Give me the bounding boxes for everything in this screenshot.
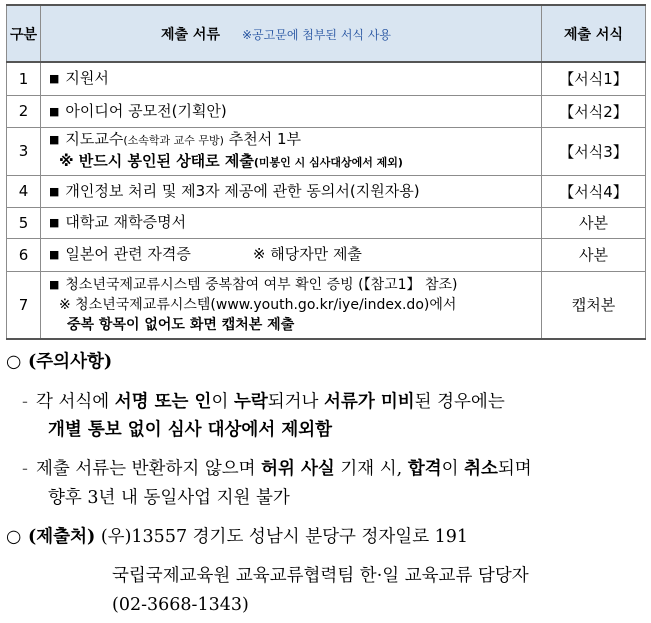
square-bullet-icon: ■ bbox=[49, 184, 60, 198]
seal-note: ※ 반드시 봉인된 상태로 제출 bbox=[59, 152, 254, 170]
row-form: 사본 bbox=[542, 207, 646, 238]
circle-bullet-icon: ○ bbox=[6, 352, 22, 372]
row-number: 2 bbox=[7, 95, 41, 127]
row-doc-name bbox=[41, 271, 542, 339]
table-row bbox=[7, 238, 646, 271]
row-number: 3 bbox=[7, 127, 41, 175]
dash-bullet: - bbox=[22, 392, 28, 412]
doc-name-text: 지도교수 bbox=[65, 130, 124, 148]
square-bullet-icon: ■ bbox=[49, 277, 60, 291]
row-number: 1 bbox=[7, 62, 41, 95]
header-docs-label: 제출 서류 bbox=[161, 26, 220, 43]
square-bullet-icon: ■ bbox=[49, 133, 60, 146]
table-row bbox=[7, 175, 646, 207]
doc-name-text: 개인정보 처리 및 제3자 제공에 관한 동의서(지원자용) bbox=[65, 181, 420, 200]
row-form: 【서식1】 bbox=[542, 62, 646, 95]
caution-text: 합격 bbox=[407, 459, 442, 479]
doc-name-text: 청소년국제교류시스템 중복참여 여부 확인 증빙 (【참고1】 참조) bbox=[65, 276, 458, 293]
row-form: 캡처본 bbox=[542, 271, 646, 339]
caution-text: 이 bbox=[441, 459, 465, 479]
doc-name-rest: 추천서 1부 bbox=[223, 130, 302, 148]
square-bullet-icon: ■ bbox=[49, 248, 60, 261]
submit-address: (우)13557 경기도 성남시 분당구 정자일로 191 bbox=[100, 527, 469, 547]
caution-text: 기재 시, bbox=[334, 459, 408, 479]
header-no: 구분 bbox=[7, 5, 41, 62]
caution-text: 각 서식에 bbox=[36, 392, 115, 412]
doc-name-text: 지원서 bbox=[65, 69, 109, 88]
square-bullet-icon: ■ bbox=[49, 72, 60, 86]
row-doc-name bbox=[41, 207, 542, 238]
square-bullet-icon: ■ bbox=[49, 104, 60, 118]
table-row bbox=[7, 207, 646, 238]
cautions-title: (주의사항) bbox=[28, 352, 113, 372]
table-row bbox=[7, 62, 646, 95]
table-header-row bbox=[7, 5, 646, 62]
caution-text: 허위 사실 bbox=[261, 459, 335, 479]
row-form: 【서식2】 bbox=[542, 95, 646, 127]
row-form: 【서식4】 bbox=[542, 175, 646, 207]
seal-note-small: (미봉인 시 심사대상에서 제외) bbox=[253, 156, 403, 169]
row-doc-name bbox=[41, 62, 542, 95]
caution-text: 된 경우에는 bbox=[414, 392, 505, 412]
row-form: 【서식3】 bbox=[542, 127, 646, 175]
row-doc-name bbox=[41, 95, 542, 127]
dash-bullet: - bbox=[22, 459, 28, 479]
caution-text: 서명 또는 인 bbox=[114, 392, 212, 412]
row-form: 사본 bbox=[542, 238, 646, 271]
doc-name-text: 아이디어 공모전(기획안) bbox=[65, 101, 227, 120]
table-row bbox=[7, 127, 646, 175]
submit-phone: (02-3668-1343) bbox=[112, 595, 249, 615]
doc-name-line3: 중복 항목이 없어도 화면 캡처본 제출 bbox=[67, 316, 295, 333]
table-row bbox=[7, 271, 646, 339]
caution-item-1-line2: 개별 통보 없이 심사 대상에서 제외함 bbox=[48, 420, 333, 440]
header-docs-note: ※공고문에 첨부된 서식 사용 bbox=[241, 27, 391, 42]
doc-name-note: ※ 해당자만 제출 bbox=[252, 245, 362, 263]
caution-text: 되며 bbox=[497, 459, 532, 479]
circle-bullet-icon: ○ bbox=[6, 527, 22, 547]
row-doc-name bbox=[41, 238, 542, 271]
caution-text: 서류가 미비 bbox=[324, 392, 415, 412]
caution-item-2-line2: 향후 3년 내 동일사업 지원 불가 bbox=[48, 488, 290, 508]
doc-name-line2: ※ 청소년국제교류시스템(www.youth.go.kr/iye/index.do)에서 bbox=[59, 296, 457, 313]
row-number: 4 bbox=[7, 175, 41, 207]
doc-name-text: 일본어 관련 자격증 bbox=[65, 245, 191, 263]
doc-name-small: (소속학과 교수 무방) bbox=[123, 134, 224, 147]
caution-text: 취소 bbox=[464, 459, 498, 479]
row-doc-name bbox=[41, 175, 542, 207]
caution-text: 이 bbox=[211, 392, 234, 412]
header-docs bbox=[41, 5, 542, 62]
row-doc-name bbox=[41, 127, 542, 175]
row-number: 5 bbox=[7, 207, 41, 238]
submit-org: 국립국제교육원 교육교류협력팀 한·일 교육교류 담당자 bbox=[112, 566, 529, 586]
row-number: 6 bbox=[7, 238, 41, 271]
caution-text: 되거나 bbox=[267, 392, 325, 412]
submit-line bbox=[6, 523, 468, 548]
cautions-title-line bbox=[6, 348, 112, 373]
header-form: 제출 서식 bbox=[542, 5, 646, 62]
doc-name-text: 대학교 재학증명서 bbox=[65, 213, 187, 231]
caution-text: 제출 서류는 반환하지 않으며 bbox=[36, 459, 262, 479]
table-row bbox=[7, 95, 646, 127]
submit-title: (제출처) bbox=[28, 527, 96, 547]
caution-item-2 bbox=[22, 455, 532, 480]
documents-table bbox=[6, 4, 646, 340]
caution-item-1 bbox=[22, 388, 505, 413]
caution-text: 누락 bbox=[233, 392, 268, 412]
row-number: 7 bbox=[7, 271, 41, 339]
square-bullet-icon: ■ bbox=[49, 216, 60, 229]
